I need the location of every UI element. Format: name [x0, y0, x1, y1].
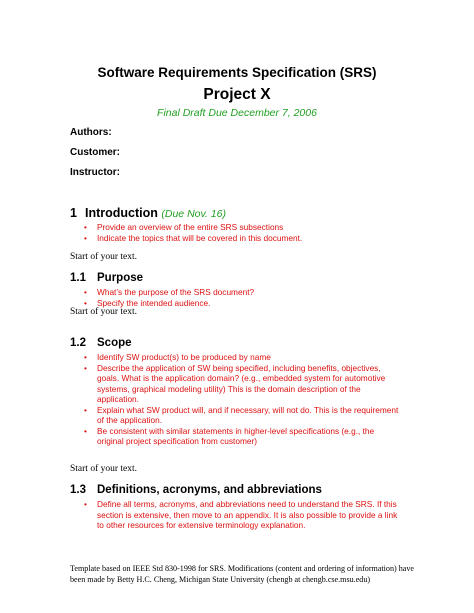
section-number: 1: [70, 206, 77, 220]
section-definitions-heading: [70, 483, 322, 498]
body-text: Start of your text.: [70, 252, 138, 262]
purpose-bullets: [83, 287, 403, 308]
list-item: • Define all terms, acronyms, and abbreviations need to understand the SRS. If this section is extensive, then move to an appendix. It is also possible to provide a link to other resources for extensive terminology explanation.: [83, 499, 403, 531]
document-title: Software Requirements Specification (SRS): [97, 65, 377, 80]
section-title: Purpose: [97, 272, 144, 284]
list-item: • Provide an overview of the entire SRS subsections: [83, 222, 403, 233]
section-title: Scope: [97, 337, 132, 349]
footer-note: Template based on IEEE Std 830-1998 for SRS. Modifications (content and ordering of information) have been made by Betty H.C. Cheng, Michigan State University (chengb at chengb.cse.msu.edu): [70, 564, 415, 584]
body-text: Start of your text.: [70, 464, 138, 474]
list-item: • Indicate the topics that will be covered in this document.: [83, 233, 403, 244]
section-purpose-heading: [70, 271, 143, 286]
section-introduction-heading: [70, 205, 226, 222]
section-scope-heading: [70, 336, 132, 351]
section-number: 1.2: [70, 337, 86, 349]
due-date: Final Draft Due December 7, 2006: [157, 107, 317, 119]
list-item: • Describe the application of SW being specified, including benefits, objectives, goals. What is the application domain? (e.g., embedded system for automotive systems, graphical modeling utility) This is the domain description of the application.: [83, 363, 403, 405]
introduction-bullets: [83, 222, 403, 243]
body-text: Start of your text.: [70, 307, 138, 317]
section-number: 1.3: [70, 484, 86, 496]
section-title: Definitions, acronyms, and abbreviations: [97, 484, 322, 496]
scope-bullets: [83, 352, 403, 447]
section-number: 1.1: [70, 272, 86, 284]
section-due: (Due Nov. 16): [161, 208, 226, 220]
authors-label: Authors:: [70, 127, 112, 138]
customer-label: Customer:: [70, 147, 121, 158]
list-item: • Explain what SW product will, and if necessary, will not do. This is the requirement of the application.: [83, 405, 403, 426]
list-item: • Specify the intended audience.: [83, 298, 403, 309]
definitions-bullets: [83, 499, 403, 531]
project-name: Project X: [203, 86, 271, 103]
instructor-label: Instructor:: [70, 167, 120, 178]
list-item: • Be consistent with similar statements in higher-level specifications (e.g., the original project specification from customer): [83, 426, 403, 447]
section-title: Introduction: [85, 206, 158, 220]
list-item: • Identify SW product(s) to be produced by name: [83, 352, 403, 363]
list-item: • What’s the purpose of the SRS document?: [83, 287, 403, 298]
